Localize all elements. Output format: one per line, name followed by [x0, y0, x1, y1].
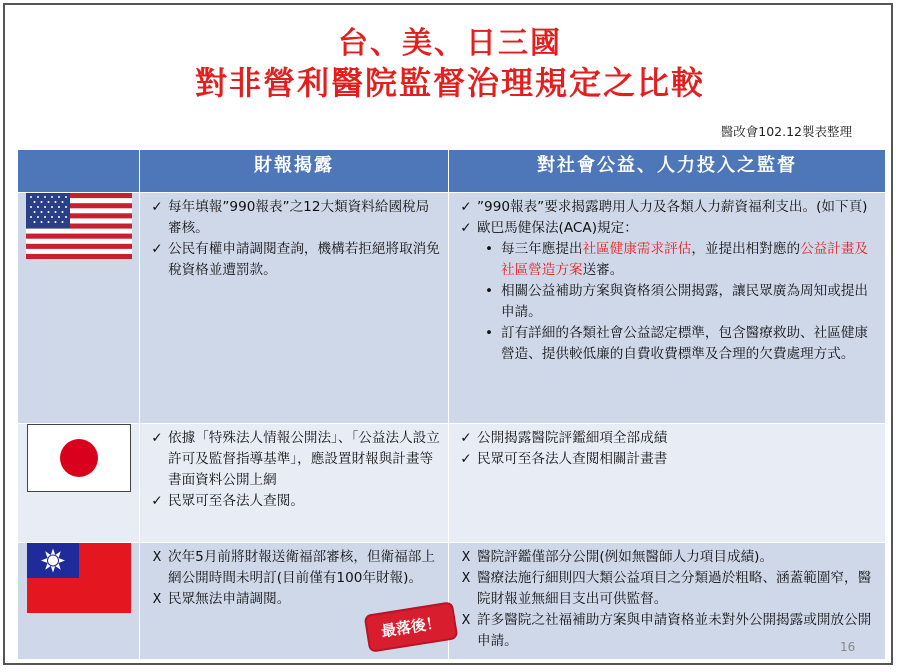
cross-icon: X [152, 549, 162, 565]
check-icon: ✓ [460, 451, 472, 467]
row-taiwan [18, 543, 886, 660]
row-japan [18, 424, 886, 543]
check-icon: ✓ [460, 199, 472, 215]
japan-flag-icon [27, 424, 131, 492]
list-item: ✓ 民眾可至各法人查閱。 [146, 491, 442, 512]
japan-public-benefit-oversight [449, 424, 886, 543]
list-item: ✓ 公民有權申請調閱查詢，機構若拒絕將取消免稅資格並遭罰款。 [146, 239, 442, 281]
check-icon: ✓ [151, 241, 163, 257]
title-line-2: 對非營利醫院監督治理規定之比較 [194, 64, 705, 102]
list-item: ✓ 依據「特殊法人情報公開法」、「公益法人設立許可及監督指導基準」，應設置財報與計畫等書面資料公開上網 [146, 428, 442, 491]
list-item: ✓ 歐巴馬健保法(ACA)規定： [455, 218, 879, 239]
cross-icon: X [461, 612, 471, 628]
list-item: X 許多醫院之社福補助方案與申請資格並未對外公開揭露或開放公開申請。 [455, 610, 879, 652]
bullet-icon: • [485, 283, 494, 299]
japan-financial-disclosure [140, 424, 449, 543]
usa-flag-cell [18, 193, 140, 424]
sub-bullet: • 每三年應提出社區健康需求評估，並提出相對應的公益計畫及社區營造方案送審。 [485, 239, 879, 281]
taiwan-flag-cell [18, 543, 140, 660]
bullet-icon: • [485, 325, 494, 341]
source-note: 醫改會102.12製表整理 [720, 124, 852, 139]
header-financial-disclosure: 財報揭露 [140, 150, 449, 193]
list-item: X 醫院評鑑僅部分公開(例如無醫師人力項目成績)。 [455, 547, 879, 568]
taiwan-flag-icon [27, 543, 131, 613]
sub-bullet: • 相關公益補助方案與資格須公開揭露，讓民眾廣為周知或提出申請。 [485, 281, 879, 323]
check-icon: ✓ [151, 430, 163, 446]
comparison-table [17, 149, 886, 660]
check-icon: ✓ [151, 493, 163, 509]
header-public-benefit-oversight: 對社會公益、人力投入之監督 [449, 150, 886, 193]
page-number: 16 [840, 640, 856, 654]
list-item: ✓ 公開揭露醫院評鑑細項全部成績 [455, 428, 879, 449]
header-corner [18, 150, 140, 193]
cross-icon: X [461, 570, 471, 586]
list-item: ✓ 民眾可至各法人查閱相關計畫書 [455, 449, 879, 470]
usa-financial-disclosure [140, 193, 449, 424]
cross-icon: X [461, 549, 471, 565]
check-icon: ✓ [460, 220, 472, 236]
worst-stamp: 最落後！ [366, 603, 456, 650]
row-usa [18, 193, 886, 424]
list-item: X 次年5月前將財報送衛福部審核，但衛福部上網公開時間未明訂(目前僅有100年財報)。 [146, 547, 442, 589]
taiwan-public-benefit-oversight [449, 543, 886, 660]
japan-flag-cell [18, 424, 140, 543]
list-item: ✓ 每年填報”990報表”之12大類資料給國稅局審核。 [146, 197, 442, 239]
bullet-icon: • [485, 241, 494, 257]
title-line-1: 台、美、日三國 [338, 26, 562, 61]
cross-icon: X [152, 591, 162, 607]
list-item: X 醫療法施行細則四大類公益項目之分類過於粗略、涵蓋範圍窄，醫院財報並無細目支出可供監督。 [455, 568, 879, 610]
usa-public-benefit-oversight [449, 193, 886, 424]
list-item: X 民眾無法申請調閱。 [146, 589, 442, 610]
sub-bullet: • 訂有詳細的各類社會公益認定標準，包含醫療救助、社區健康營造、提供較低廉的自費收費標準及合理的欠費處理方式。 [485, 323, 879, 365]
check-icon: ✓ [151, 199, 163, 215]
check-icon: ✓ [460, 430, 472, 446]
usa-flag-icon [26, 193, 132, 259]
list-item: ✓ ”990報表”要求揭露聘用人力及各類人力薪資福利支出。(如下頁) [455, 197, 879, 218]
